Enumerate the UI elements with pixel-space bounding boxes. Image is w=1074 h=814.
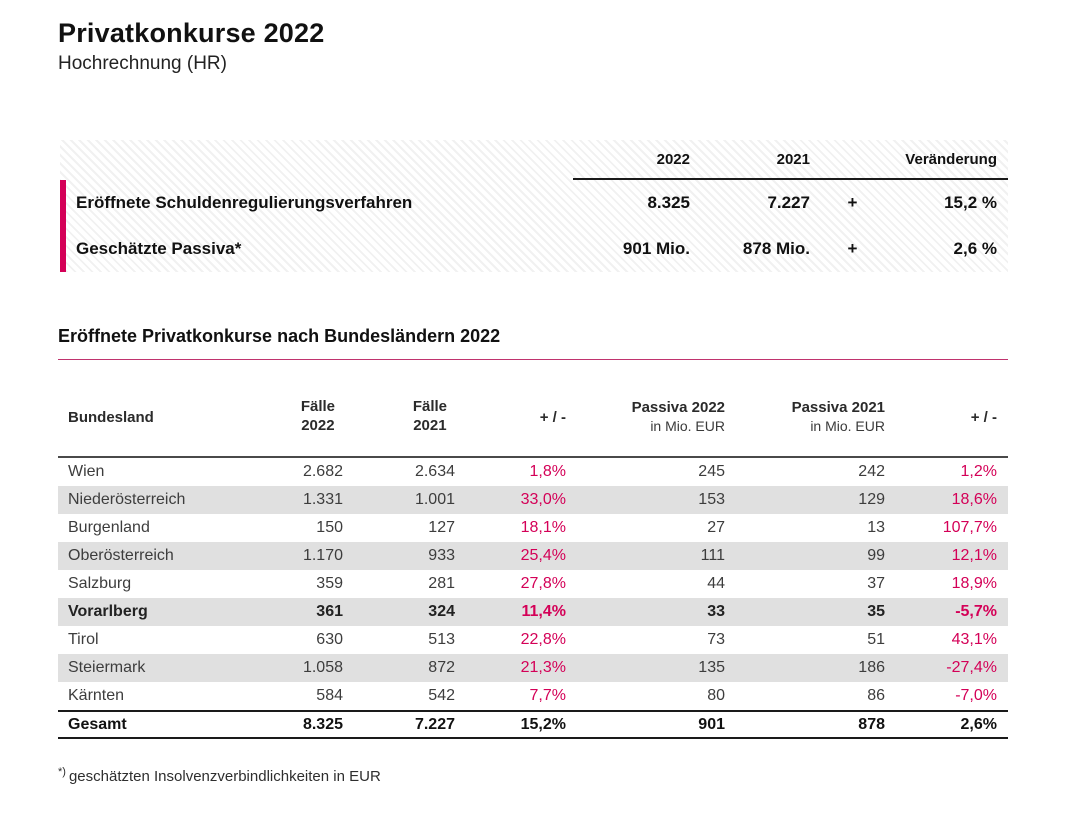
cell-faelle-2021: 324	[428, 603, 455, 620]
cell-faelle-2021: 281	[428, 575, 455, 592]
footnote-marker: *)	[58, 766, 66, 778]
cell-faelle-2022: 1.058	[302, 659, 343, 676]
cell-bundesland: Niederösterreich	[68, 491, 186, 508]
cell-passiva-2022: 33	[707, 603, 725, 620]
cell-faelle-2022: 584	[316, 687, 343, 704]
summary-row-label: Eröffnete Schuldenregulierungsverfahren	[76, 193, 413, 212]
cell-change-faelle: 27,8%	[520, 575, 566, 592]
cell-passiva-2021: 35	[867, 603, 885, 620]
cell-passiva-2022: 73	[707, 631, 725, 648]
summary-table-body	[60, 180, 1008, 272]
cell-change-passiva: -5,7%	[955, 603, 997, 620]
header-passiva-2021	[725, 399, 885, 435]
cell-bundesland: Kärnten	[68, 687, 125, 704]
summary-row-value-2021: 7.227	[767, 193, 810, 212]
cell-faelle-2021: 1.001	[414, 491, 455, 508]
header-passiva-2022	[566, 399, 725, 435]
footnote-text: geschätzten Insolvenzverbindlichkeiten in EUR	[68, 768, 381, 785]
header-passiva-2021-line2: in Mio. EUR	[810, 417, 885, 434]
cell-change-faelle: 21,3%	[520, 659, 566, 676]
cell-change-faelle: 7,7%	[529, 687, 566, 704]
cell-faelle-2021: 513	[428, 631, 455, 648]
cell-faelle-2021: 127	[428, 519, 455, 536]
cell-change-faelle: 25,4%	[520, 547, 566, 564]
cell-faelle-2022: 2.682	[302, 463, 343, 480]
cell-passiva-2022: 245	[698, 463, 725, 480]
summary-row-passiva	[66, 226, 1008, 272]
summary-header-2021: 2021	[776, 150, 810, 168]
cell-bundesland: Vorarlberg	[68, 603, 148, 620]
footnote	[58, 766, 381, 785]
table-row	[58, 682, 1008, 710]
title-block	[58, 18, 1074, 75]
table-row	[58, 486, 1008, 514]
cell-change-passiva: 107,7%	[942, 519, 997, 536]
header-bundesland: Bundesland	[68, 408, 154, 426]
header-passiva-2021-line1: Passiva 2021	[791, 398, 885, 416]
section-title: Eröffnete Privatkonkurse nach Bundesländern 2022	[58, 326, 501, 346]
cell-passiva-2021: 242	[858, 463, 885, 480]
cell-change-passiva: -7,0%	[955, 687, 997, 704]
cell-faelle-2022: 150	[316, 519, 343, 536]
header-faelle-2022	[213, 398, 343, 436]
table-row	[58, 458, 1008, 486]
cell-faelle-2021: 2.634	[414, 463, 455, 480]
page-subtitle: Hochrechnung (HR)	[58, 53, 227, 74]
cell-bundesland-total: Gesamt	[68, 715, 127, 733]
cell-change-faelle: 11,4%	[521, 603, 566, 620]
cell-faelle-2022: 1.331	[302, 491, 343, 508]
cell-bundesland: Steiermark	[68, 659, 146, 676]
summary-row-value-2021: 878 Mio.	[742, 239, 810, 258]
header-plus-minus-1: + / -	[539, 408, 566, 426]
summary-table-header	[60, 140, 1008, 178]
summary-row-sign: +	[847, 239, 858, 258]
header-passiva-2022-line1: Passiva 2022	[631, 398, 725, 416]
cell-change-passiva: 12,1%	[951, 547, 997, 564]
table-row	[58, 654, 1008, 682]
table-total-row	[58, 710, 1008, 739]
header-faelle-2022-line2: 2022	[301, 417, 335, 434]
table-header-row	[58, 378, 1008, 458]
header-faelle-2022-line1: Fälle	[300, 398, 335, 416]
cell-passiva-2022: 135	[698, 659, 725, 676]
summary-row-change: 15,2 %	[944, 193, 997, 212]
cell-bundesland: Wien	[68, 463, 105, 480]
cell-bundesland: Burgenland	[68, 519, 150, 536]
section-rule	[58, 359, 1008, 360]
cell-change-passiva: -27,4%	[946, 659, 997, 676]
cell-bundesland: Tirol	[68, 631, 99, 648]
cell-change-passiva-total: 2,6%	[960, 715, 997, 733]
cell-faelle-2022-total: 8.325	[302, 715, 343, 733]
cell-change-faelle: 18,1%	[520, 519, 566, 536]
section-block	[58, 326, 1008, 360]
table-body	[58, 458, 1008, 710]
cell-faelle-2022: 630	[316, 631, 343, 648]
cell-passiva-2022-total: 901	[698, 715, 725, 733]
summary-table	[60, 140, 1008, 272]
cell-passiva-2022: 27	[707, 519, 725, 536]
cell-change-faelle: 33,0%	[520, 491, 566, 508]
summary-header-2022: 2022	[656, 150, 690, 168]
cell-passiva-2021: 13	[867, 519, 885, 536]
summary-row-label: Geschätzte Passiva*	[76, 239, 242, 258]
cell-passiva-2022: 80	[707, 687, 725, 704]
table-row	[58, 542, 1008, 570]
header-plus-minus-2: + / -	[970, 408, 997, 426]
bundeslaender-table	[58, 378, 1008, 739]
cell-passiva-2021: 129	[858, 491, 885, 508]
header-faelle-2021-line2: 2021	[413, 417, 447, 434]
cell-change-passiva: 18,6%	[951, 491, 997, 508]
cell-change-faelle-total: 15,2%	[520, 715, 566, 733]
header-passiva-2022-line2: in Mio. EUR	[650, 417, 725, 434]
cell-change-passiva: 1,2%	[960, 463, 997, 480]
table-row	[58, 626, 1008, 654]
cell-bundesland: Oberösterreich	[68, 547, 174, 564]
table-row	[58, 570, 1008, 598]
cell-faelle-2021: 542	[428, 687, 455, 704]
table-row-vorarlberg-highlight	[58, 598, 1008, 626]
header-faelle-2022-stack	[301, 398, 335, 436]
cell-passiva-2021: 99	[867, 547, 885, 564]
cell-faelle-2022: 359	[316, 575, 343, 592]
cell-change-passiva: 18,9%	[951, 575, 997, 592]
header-faelle-2021	[343, 398, 455, 436]
header-faelle-2021-stack	[413, 398, 447, 436]
cell-passiva-2021-total: 878	[858, 715, 885, 733]
page-title: Privatkonkurse 2022	[58, 18, 325, 48]
cell-change-faelle: 22,8%	[520, 631, 566, 648]
summary-header-change: Veränderung	[905, 150, 997, 168]
summary-row-value-2022: 8.325	[647, 193, 690, 212]
summary-row-change: 2,6 %	[953, 239, 997, 258]
cell-passiva-2021: 51	[867, 631, 885, 648]
cell-passiva-2022: 44	[707, 575, 725, 592]
cell-faelle-2022: 1.170	[302, 547, 343, 564]
summary-row-sign: +	[847, 193, 858, 212]
cell-passiva-2022: 153	[698, 491, 725, 508]
summary-row-value-2022: 901 Mio.	[622, 239, 690, 258]
table-row	[58, 514, 1008, 542]
cell-faelle-2022: 361	[316, 603, 343, 620]
cell-change-passiva: 43,1%	[951, 631, 997, 648]
cell-passiva-2022: 111	[700, 547, 725, 564]
cell-passiva-2021: 86	[867, 687, 885, 704]
cell-passiva-2021: 186	[858, 659, 885, 676]
cell-change-faelle: 1,8%	[529, 463, 566, 480]
cell-faelle-2021: 872	[428, 659, 455, 676]
cell-faelle-2021-total: 7.227	[414, 715, 455, 733]
header-faelle-2021-line1: Fälle	[412, 398, 447, 416]
cell-faelle-2021: 933	[428, 547, 455, 564]
summary-row-verfahren	[66, 180, 1008, 226]
cell-bundesland: Salzburg	[68, 575, 132, 592]
cell-passiva-2021: 37	[867, 575, 885, 592]
